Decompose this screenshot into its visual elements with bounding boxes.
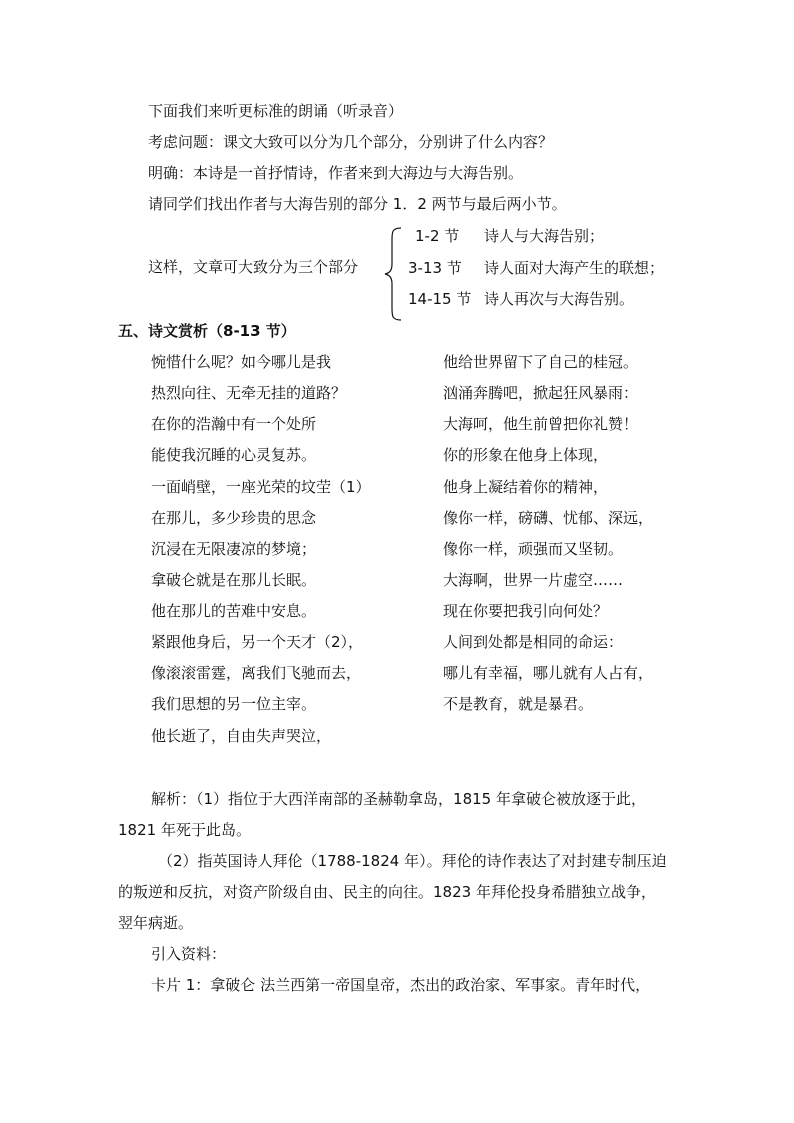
part-desc-2: 诗人面对大海产生的联想； bbox=[484, 259, 665, 277]
intro-line-2: 考虑问题：课文大致可以分为几个部分，分别讲了什么内容？ bbox=[148, 133, 554, 151]
intro-line-1: 下面我们来听更标准的朗诵（听录音） bbox=[148, 102, 404, 120]
poem-right-line: 汹涌奔腾吧，掀起狂风暴雨： bbox=[443, 384, 639, 402]
part-range-1: 1-2 节 bbox=[415, 227, 460, 245]
poem-left-line: 能使我沉睡的心灵复苏。 bbox=[151, 446, 317, 464]
poem-left-line: 在你的浩瀚中有一个处所 bbox=[151, 415, 317, 433]
poem-right-line: 你的形象在他身上体现， bbox=[443, 446, 609, 464]
poem-left-line: 拿破仑就是在那儿长眠。 bbox=[151, 571, 317, 589]
poem-left-line: 像滚滚雷霆，离我们飞驰而去， bbox=[151, 664, 362, 682]
poem-left-line: 在那儿，多少珍贵的思念 bbox=[151, 509, 317, 527]
analysis-note-1-cont: 1821 年死于此岛。 bbox=[118, 821, 251, 839]
poem-right-line: 大海呵，他生前曾把你礼赞！ bbox=[443, 415, 639, 433]
division-lead: 这样，文章可大致分为三个部分 bbox=[148, 258, 359, 276]
part-desc-3: 诗人再次与大海告别。 bbox=[484, 290, 635, 308]
poem-left-line: 热烈向往、无牵无挂的道路？ bbox=[151, 384, 347, 402]
poem-left-line: 一面峭壁，一座光荣的坟茔（1） bbox=[151, 478, 371, 496]
analysis-note-1: 解析：（1）指位于大西洋南部的圣赫勒拿岛，1815 年拿破仑被放逐于此， bbox=[151, 790, 646, 808]
poem-left-line: 他长逝了，自由失声哭泣， bbox=[151, 727, 332, 745]
poem-left-line: 我们思想的另一位主宰。 bbox=[151, 695, 317, 713]
analysis-note-2-cont: 的叛逆和反抗，对资产阶级自由、民主的向往。1823 年拜伦投身希腊独立战争， bbox=[118, 883, 656, 901]
poem-left-line: 惋惜什么呢？如今哪儿是我 bbox=[151, 353, 332, 371]
intro-line-3: 明确：本诗是一首抒情诗，作者来到大海边与大海告别。 bbox=[148, 164, 524, 182]
intro-line-4: 请同学们找出作者与大海告别的部分 1．2 两节与最后两小节。 bbox=[148, 195, 567, 213]
poem-right-line: 像你一样，磅礴、忧郁、深远， bbox=[443, 509, 654, 527]
analysis-note-2: （2）指英国诗人拜伦（1788-1824 年）。拜伦的诗作表达了对封建专制压迫 bbox=[158, 852, 667, 870]
card-1-text: 卡片 1：拿破仑 法兰西第一帝国皇帝，杰出的政治家、军事家。青年时代， bbox=[151, 976, 651, 994]
curly-brace-icon bbox=[383, 226, 403, 322]
poem-right-line: 大海啊，世界一片虚空…… bbox=[443, 571, 624, 589]
analysis-note-2-end: 翌年病逝。 bbox=[118, 914, 194, 932]
part-range-2: 3-13 节 bbox=[408, 259, 462, 277]
poem-right-line: 人间到处都是相同的命运： bbox=[443, 633, 624, 651]
poem-left-line: 他在那儿的苦难中安息。 bbox=[151, 602, 317, 620]
poem-right-line: 他给世界留下了自己的桂冠。 bbox=[443, 353, 639, 371]
poem-right-line: 像你一样，顽强而又坚韧。 bbox=[443, 540, 624, 558]
poem-left-line: 紧跟他身后，另一个天才（2）， bbox=[151, 633, 364, 651]
part-desc-1: 诗人与大海告别； bbox=[484, 227, 605, 245]
part-range-3: 14-15 节 bbox=[408, 290, 472, 308]
poem-right-line: 哪儿有幸福，哪儿就有人占有， bbox=[443, 664, 654, 682]
reference-label: 引入资料： bbox=[151, 945, 227, 963]
poem-right-line: 不是教育，就是暴君。 bbox=[443, 695, 594, 713]
section-heading: 五、诗文赏析（8-13 节） bbox=[118, 322, 296, 340]
poem-right-line: 现在你要把我引向何处？ bbox=[443, 602, 609, 620]
poem-left-line: 沉浸在无限凄凉的梦境； bbox=[151, 540, 317, 558]
poem-right-line: 他身上凝结着你的精神， bbox=[443, 478, 609, 496]
